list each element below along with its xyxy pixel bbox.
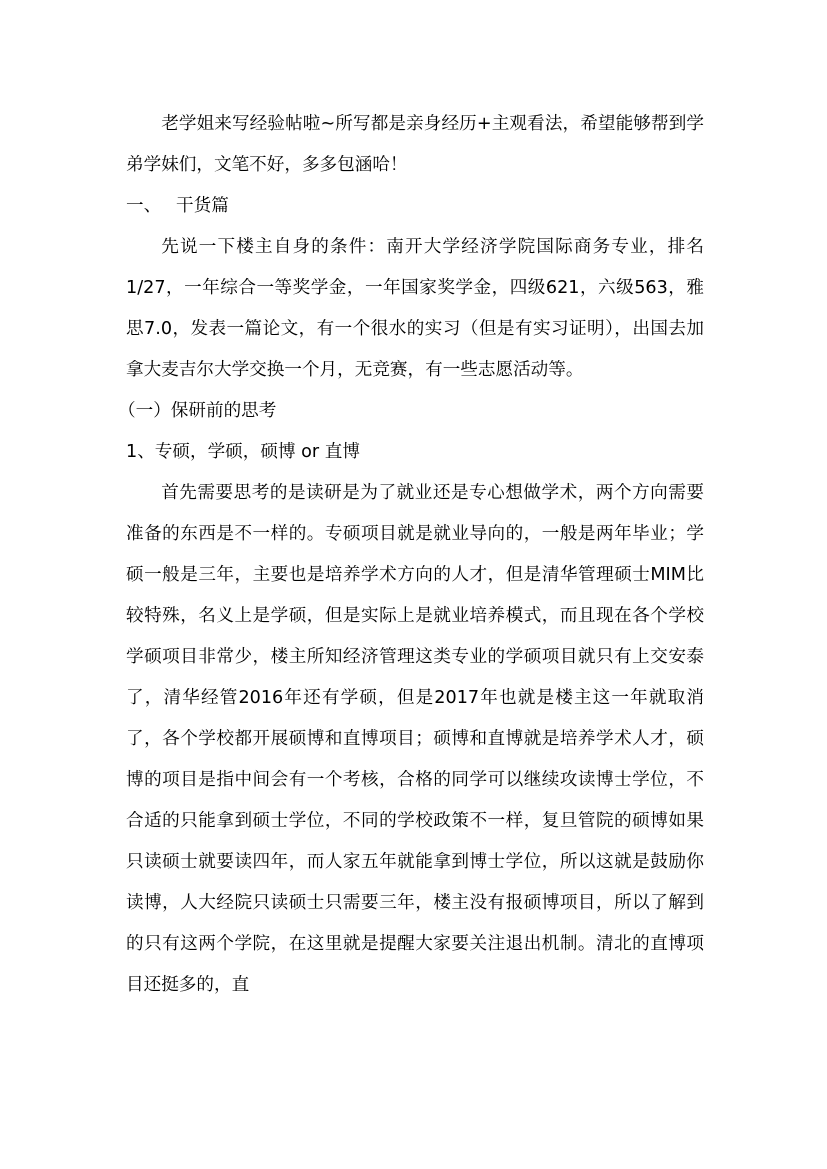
intro-paragraph: 老学姐来写经验帖啦~所写都是亲身经历+主观看法，希望能够帮到学弟学妹们，文笔不好，多多包涵哈！ [126,114,704,175]
body-paragraph: 首先需要思考的是读研是为了就业还是专心想做学术，两个方向需要准备的东西是不一样的。专硕项目就是就业导向的，一般是两年毕业；学硕一般是三年，主要也是培养学术方向的人才，但是清华管理硕士MIM比较特殊，名义上是学硕，但是实际上是就业培养模式，而且现在各个学校学硕项目非常少，楼主所知经济管理这类专业的学硕项目就只有上交安泰了，清华经管2016年还有学硕，但是2017年也就是楼主这一年就取消了，各个学校都开展硕博和直博项目；硕博和直博就是培养学术人才，硕博的项目是指中间会有一个考核，合格的同学可以继续攻读博士学位，不合适的只能拿到硕士学位，不同的学校政策不一样，复旦管院的硕博如果只读硕士就要读四年，而人家五年就能拿到博士学位，所以这就是鼓励你读博，人大经院只读硕士只需要三年，楼主没有报硕博项目，所以了解到的只有这两个学院，在这里就是提醒大家要关注退出机制。清北的直博项目还挺多的，直 [126,483,704,995]
section-number: 一、 [126,196,162,216]
document-body [118,104,704,1006]
section-title: 干货篇 [176,196,229,216]
subsection-heading [118,391,704,432]
item-heading [126,432,704,473]
background-paragraph: 先说一下楼主自身的条件：南开大学经济学院国际商务专业，排名1/27，一年综合一等奖学金，一年国家奖学金，四级621，六级563，雅思7.0，发表一篇论文，有一个很水的实习（但是有实习证明），出国去加拿大麦吉尔大学交换一个月，无竞赛，有一些志愿活动等。 [126,237,704,380]
subsection-title: （一）保研前的思考 [118,401,277,421]
item-title: 1、专硕，学硕，硕博 or 直博 [126,442,360,462]
section-heading [126,186,704,227]
